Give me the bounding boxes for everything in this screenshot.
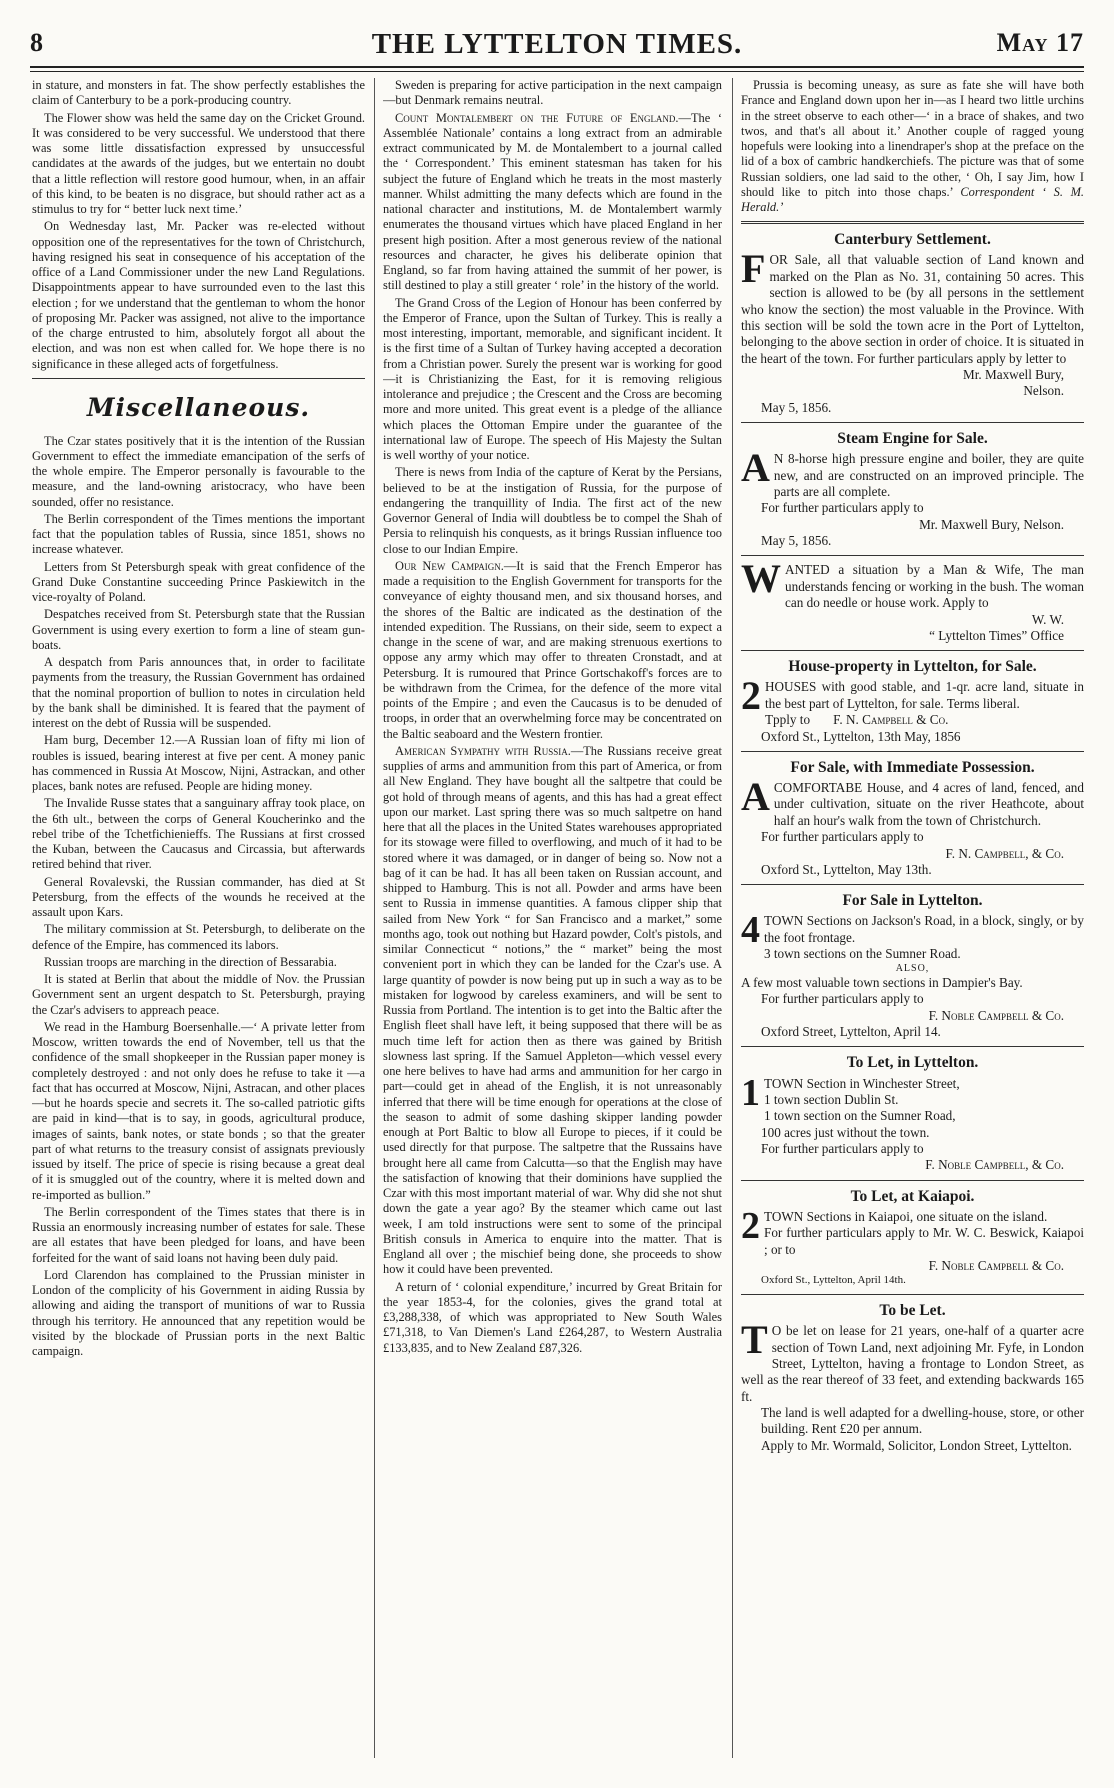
masthead-rule <box>30 66 1084 68</box>
article-lead: American Sympathy with Russia. <box>395 743 571 758</box>
ad-title: Canterbury Settlement. <box>834 231 991 249</box>
article-paragraph: in stature, and monsters in fat. The show perfectly establishes the claim of Canterbury to be a pork-producing country. <box>32 78 365 108</box>
ad-wanted: WANTED a situation by a Man & Wife, The man understands fencing or working in the bush. The woman can do needle or house work. Apply to W. W. “ Lyttelton Times” Office <box>741 556 1084 643</box>
article-paragraph: Russian troops are marching in the direction of Bessarabia. <box>44 954 337 969</box>
ad-signature: W. W. <box>1031 611 1064 627</box>
ad-date: May 5, 1856. <box>761 533 832 549</box>
article-lead: Our New Campaign. <box>395 558 504 573</box>
masthead-rule-thin <box>30 71 1084 72</box>
drop-cap: W <box>741 556 781 602</box>
drop-cap: A <box>741 445 770 491</box>
ad-title: House-property in Lyttelton, for Sale. <box>788 658 1037 676</box>
divider <box>32 378 365 379</box>
ad-title: For Sale, with Immediate Possession. <box>790 758 1035 776</box>
article-paragraph: We read in the Hamburg Boersenhalle.—‘ A private letter from Moscow, written towards the end of November, tell us that the confidence of the small shopkeeper in the Russian paper money is completely destroyed : and not only does he refuse to take it —a fact that has occurred at Moscow, Nijni, Astracan, and other places—but he hoards specie and secrets it. The so-called patriotic gifts are paid in kind—that is to say, in goods, agricultural produce, images of saints, bank notes, or state bonds ; so that the greater part of what returns to the treasury consist of assignats previously issued by itself. The price of specie is rising because a great deal of it is smuggled out of the country, where it is melted down and re-imported as bullion.” <box>32 1019 365 1202</box>
drop-cap: F <box>741 246 766 292</box>
divider <box>741 555 1084 556</box>
article-paragraph: Despatches received from St. Petersburgh state that the Russian Government is using every exertion to form a line of steam gun-boats. <box>32 607 365 652</box>
page-number: 8 <box>30 28 43 57</box>
article-paragraph: Prussia is becoming uneasy, as sure as fate she will have both France and England down upon her in—as I heard two little urchins in the street observe to each other—‘ in a brace of shakes, and two twos, and that's all about it.’ Another couple of ragged young hopefuls were looking into a linendraper's shop at the preface on the lid of a box of cambric handkerchiefs. The picture was that of some Russian soldiers, one lad said to the other, ‘ Oh, I say Jim, how I should like to pitch into those chaps.’ Correspondent ‘ S. M. Herald.’ <box>741 78 1084 214</box>
divider <box>741 422 1084 423</box>
divider <box>741 221 1084 224</box>
article-paragraph: Lord Clarendon has complained to the Prussian minister in London of the complicity of his Government in aiding Russia by allowing and aiding the transport of munitions of war to Russia through his territory. He announced that any repetition would be visited by the blockade of Prussian ports in the next Baltic campaign. <box>32 1267 365 1358</box>
drop-cap: 4 <box>741 909 760 952</box>
ad-address: Oxford St., Lyttelton, April 14th. <box>761 1274 906 1287</box>
column-divider <box>374 78 375 1758</box>
ad-address: Oxford Street, Lyttelton, April 14. <box>761 1024 941 1040</box>
ad-signature: F. Noble Campbell & Co. <box>928 1007 1064 1023</box>
section-heading-miscellaneous: Miscellaneous. <box>86 392 311 422</box>
ad-sale-lyttelton: For Sale in Lyttelton. 4 TOWN Sections on Jackson's Road, in a block, singly, or by the foot frontage. 3 town sections on the Sumner Road. ALSO, A few most valuable town sections in Dampier's Bay. For further particulars apply to F. Noble Campbell & Co. Oxford Street, Lyttelton, April 14. <box>741 892 1084 1040</box>
column-2 <box>383 78 722 1758</box>
ad-to-let-kaiapoi: To Let, at Kaiapoi. 2 TOWN Sections in Kaiapoi, one situate on the island. For further particulars apply to Mr. W. C. Beswick, Kaiapoi ; or to F. Noble Campbell & Co. Oxford St., Lyttelton, April 14th. <box>741 1187 1084 1287</box>
ad-address: Oxford St., Lyttelton, May 13th. <box>761 861 932 877</box>
newspaper-title: THE LYTTELTON TIMES. <box>371 28 743 60</box>
article-paragraph: A despatch from Paris announces that, in order to facilitate payments from the treasury, the Russian Government has ordained that the nominal proportion of bullion to notes in circulation held by the bank shall be diminished. It is feared that the payment of interest on the debt of Russia will be suspended. <box>32 655 365 730</box>
column-divider <box>732 78 733 1758</box>
article-paragraph: American Sympathy with Russia.—The Russians receive great supplies of arms and ammunition from this part of America, or from all New England. They have bought all the saltpetre that could be got hold of through means of agents, and this has had a great effect upon our market. Last spring there was so much saltpetre on hand here that all the places in the United States warehouses appropriated for its stowage were filled to overflowing, and much of it had to be stored where it was damaged, or in danger of being so. Now not a bag of it can be had. It has all been taken on Russian account, and shipped to Hamburg. This is not all. Powder and arms have been sent to Russia in immense quantities. A famous clipper ship that sailed from New York “ for San Francisco and a market,” some months ago, took out nothing but Hazard powder, Colt's pistols, and similar Connecticut “ notions,” the “ market” being the most convenient port in which they can be landed for the Czar's use. A large quantity of powder is now being put up in such a way as to be mistaken for logwood by careless examiners, and will be sent to Russia from Portland. The intention is to get into the Baltic after the English fleet shall have left, it being supposed that there will be as much time left for action then as there was gained by British slowness last spring. If the Samuel Appleton—which vessel every one here belives to have had arms and ammunition for her cargo in part—could get in ahead of the English, it is not unreasonably inferred that there will be time enough for operations at the close of the season to admit of some dashing skipper landing powder enough at Port Baltic to blow all Europe to pieces, if it could be used directly for that purpose. The saltpetre that the Russains have brought here all came from Calcutta—so that the English may have the satisfaction of knowing that their dominions have supplied the Czar with this most important material of war. Why did she not shut down the gate a year ago? By the steamer which came out last week, I am told instructions were sent to some of the principal British consuls in America to enquire into the matter. That is England all over ; the mischief being done, she proceeds to show how it could have been prevented. <box>383 743 722 1277</box>
article-paragraph: The Berlin correspondent of the Times states that there is in Russia an enormously increasing number of estates for sale. These are all estates that have been pledged for loans, and have been forfeited for the want of said loans not having been duly paid. <box>32 1204 365 1265</box>
divider <box>741 751 1084 752</box>
article-paragraph: Our New Campaign.—It is said that the French Emperor has made a requisition to the English Government for transports for the conveyance of eighty thousand men, and six thousand horses, and the shores of the Baltic are indicated as the destination of the intended expedition. The Russians, on their side, seem to expect a change in the scene of war, and are making strenuous exertions to oppose any army which may offer to threaten Cronstadt, and at Petersburg. It is rumoured that Prince Gortschakoff's forces are to be withdrawn from the Crimea, for the defence of the more vital points of the Empire ; and even the Caucasus is to be denuded of troops, in order that an overwhelming force may be concentrated on the Baltic seaboard and the Western frontier. <box>383 558 722 741</box>
article-paragraph: Count Montalembert on the Future of England.—The ‘ Assemblée Nationale’ contains a long extract from an admirable extract communicated by M. de Montalembert to a journal called the ‘ Correspondent.’ This eminent statesman has taken for his subject the future of England which he treats in the most masterly manner. Whilst admitting the many defects which are found in the national character and institutions, M. de Montalembert warmly enumerates the thousand virtues which have placed England in her present high position. After a most generous review of the national resources and character, he gives his deliberate opinion that England, so far from having attained the summit of her power, is still destined to play a still greater ‘ role’ in the history of the world. <box>383 110 722 293</box>
ad-title: To Let, at Kaiapoi. <box>850 1187 975 1205</box>
article-paragraph: The Grand Cross of the Legion of Honour has been conferred by the Emperor of France, upon the Sultan of Turkey. This is really a most interesting, important, memorable, and significant incident. It is the first time of a Sultan of Turkey having accepted a decoration from a Christian power. Surely the present war is working for good—it is Christianizing the East, for it is removing religious intolerance and prejudice ; the Crescent and the Cross are becoming more and more united. This great event is a pledge of the alliance which places the Ottoman Empire under the guarantee of the international law of Europe. The speech of His Majesty the Sultan is well worthy of your notice. <box>383 295 722 462</box>
drop-cap: 2 <box>741 673 761 719</box>
article-paragraph: There is news from India of the capture of Kerat by the Persians, believed to be at the instigation of Russia, for the purpose of endangering the tranquillity of India. The first act of the new Governor General of India will doubtless be to compel the Shah of Persia to relinquish his conquests, as it brings Russian influence too close to our Indian Empire. <box>383 465 722 556</box>
ad-canterbury-settlement: Canterbury Settlement. FOR Sale, all that valuable section of Land known and marked on the Plan as No. 31, containing 50 acres. This section is allowed to be (by all persons in the settlement who know the section) the most valuable in the Province. With this section will be sold the town acre in the Port of Lyttelton, belonging to the above section in order of choice. It is situated in the heart of the town. For further particulars apply by letter to Mr. Maxwell Bury, Nelson. May 5, 1856. <box>741 231 1084 415</box>
ad-place: Nelson. <box>1023 383 1064 399</box>
ad-signature: Mr. Maxwell Bury, Nelson. <box>919 516 1064 532</box>
article-paragraph: General Rovalevski, the Russian commander, has died at St Petersburg, from the effects of the wounds he received at the assault upon Kars. <box>32 874 365 919</box>
issue-date: May 17 <box>996 28 1084 57</box>
divider <box>741 884 1084 885</box>
divider <box>741 1046 1084 1047</box>
article-paragraph: It is stated at Berlin that about the middle of Nov. the Prussian Government sent an urgent despatch to St. Petersburgh, praying the Czar's advisers to appreach peace. <box>32 972 365 1017</box>
drop-cap: 1 <box>741 1071 760 1114</box>
ad-title: Steam Engine for Sale. <box>837 430 988 448</box>
article-paragraph: The Czar states positively that it is the intention of the Russian Government to effect the immediate emancipation of the serfs of the whole empire. The Emperor personally is favourable to the measure, and the land-owning aristocracy, who have been sounded, offer no resistance. <box>32 433 365 509</box>
drop-cap: T <box>741 1317 768 1363</box>
ad-title: To Let, in Lyttelton. <box>846 1054 979 1072</box>
article-paragraph: The Berlin correspondent of the Times mentions the important fact that the population tables of Russia, since 1851, shows no increase whatever. <box>32 511 365 557</box>
article-paragraph: On Wednesday last, Mr. Packer was re-elected without opposition one of the representatives for the town of Christchurch, having resigned his seat in consequence of his acceptation of the office of a Land Commissioner under the new Land Regulations. Disappointments appear to have surrounded even to the last this election ; for we understand that the gentleman to whom the honor of proposing Mr. Packer was assigned, not alive to the importance of the charge entrusted to him, absolutely forgot all about the election, and was non est when called for. We hope there is no significance in these alleged acts of forgetfulness. <box>32 219 365 371</box>
article-paragraph: Sweden is preparing for active participation in the next campaign—but Denmark remains neutral. <box>383 78 722 108</box>
ad-title: For Sale in Lyttelton. <box>842 892 983 910</box>
article-lead: Count Montalembert on the Future of England. <box>395 110 679 125</box>
ad-address: Oxford St., Lyttelton, 13th May, 1856 <box>761 728 961 744</box>
ad-signature: F. Noble Campbell & Co. <box>928 1258 1064 1274</box>
ad-to-be-let: To be Let. T O be let on lease for 21 years, one-half of a quarter acre section of Town Land, next adjoining Mr. Fyfe, in London Street, Lyttelton, having a frontage to London Street, as well as the rear thereof of 33 feet, and extending backwards 165 ft. The land is well adapted for a dwelling-house, store, or other building. Rent £20 per annum. Apply to Mr. Wormald, Solicitor, London Street, Lyttelton. <box>741 1302 1084 1453</box>
ad-title: To be Let. <box>879 1302 946 1320</box>
drop-cap: A <box>741 774 770 820</box>
column-1 <box>32 78 365 1758</box>
ad-date: May 5, 1856. <box>761 399 832 415</box>
article-paragraph: The Flower show was held the same day on the Cricket Ground. It was considered to be very successful. We understood that there was some little dissatisfaction expressed by unsuccessful candidates at the awards of the judges, but we entertain no doubt that a little reflection will restore good humour, when, in an affair of this kind, to be beaten is no disgrace, but should rather act as a stimulus to try for “ better luck next time.’ <box>32 110 365 216</box>
divider <box>741 1294 1084 1295</box>
ad-to-let-lyttelton: To Let, in Lyttelton. 1 TOWN Section in Winchester Street, 1 town section Dublin St. 1 town section on the Sumner Road, 100 acres just without the town. For further particulars apply to F. Noble Campbell, & Co. <box>741 1053 1084 1173</box>
column-3 <box>741 78 1084 1758</box>
article-paragraph: The Invalide Russe states that a sanguinary affray took place, on the 6th ult., between the corps of General Koucherinko and the rebel tribe of the Tchetfichienieffs. The Russians at first crossed the Kuban, between the Caucasus and Circassia, but afterwards retired behind that river. <box>32 796 365 872</box>
article-paragraph: Letters from St Petersburgh speak with great confidence of the Grand Duke Constantine succeeding Prince Paskiewitch in the vice-royalty of Poland. <box>32 559 365 604</box>
article-credit: Correspondent ‘ S. M. Herald.’ <box>741 184 1084 214</box>
ad-steam-engine: Steam Engine for Sale. A N 8-horse high pressure engine and boiler, they are quite new, and are constructed on an improved principle. The parts are all complete. For further particulars apply to Mr. Maxwell Bury, Nelson. May 5, 1856. <box>741 430 1084 549</box>
ad-signature: F. N. Campbell & Co. <box>833 712 949 728</box>
drop-cap: 2 <box>741 1204 760 1247</box>
masthead <box>30 28 1084 62</box>
ad-immediate-possession: For Sale, with Immediate Possession. ACOMFORTABE House, and 4 acres of land, fenced, and under cultivation, situate on the river Heathcote, about half an hour's walk from the town of Christchurch. For further particulars apply to F. N. Campbell, & Co. Oxford St., Lyttelton, May 13th. <box>741 758 1084 877</box>
ad-signature: F. Noble Campbell, & Co. <box>925 1157 1064 1173</box>
ad-signature: F. N. Campbell, & Co. <box>945 845 1064 861</box>
divider <box>741 650 1084 651</box>
article-paragraph: Ham burg, December 12.—A Russian loan of fifty mi lion of roubles is issued, bearing interest at five per cent. A money panic has commenced in Russia At Moscow, Nijni, Astrackan, and other places, bank notes are refused. People are hiding money. <box>32 733 365 793</box>
divider <box>741 1180 1084 1181</box>
article-paragraph: A return of ‘ colonial expenditure,’ incurred by Great Britain for the year 1853-4, for the colonies, gives the grand total at £3,288,338, of which was appropriated to New South Wales £71,318, to Van Diemen's Land £264,287, to Western Australia £133,835, and to New Zealand £87,326. <box>383 1279 722 1355</box>
ad-house-property: House-property in Lyttelton, for Sale. 2 HOUSES with good stable, and 1-qr. acre land, situate in the best part of Lyttelton, for sale. Terms liberal. Tpply to F. N. Campbell & Co. Oxford St., Lyttelton, 13th May, 1856 <box>741 658 1084 744</box>
ad-signature: Mr. Maxwell Bury, <box>963 366 1064 382</box>
article-paragraph: The military commission at St. Petersburgh, to deliberate on the defence of the Empire, has commenced its labors. <box>32 922 365 952</box>
